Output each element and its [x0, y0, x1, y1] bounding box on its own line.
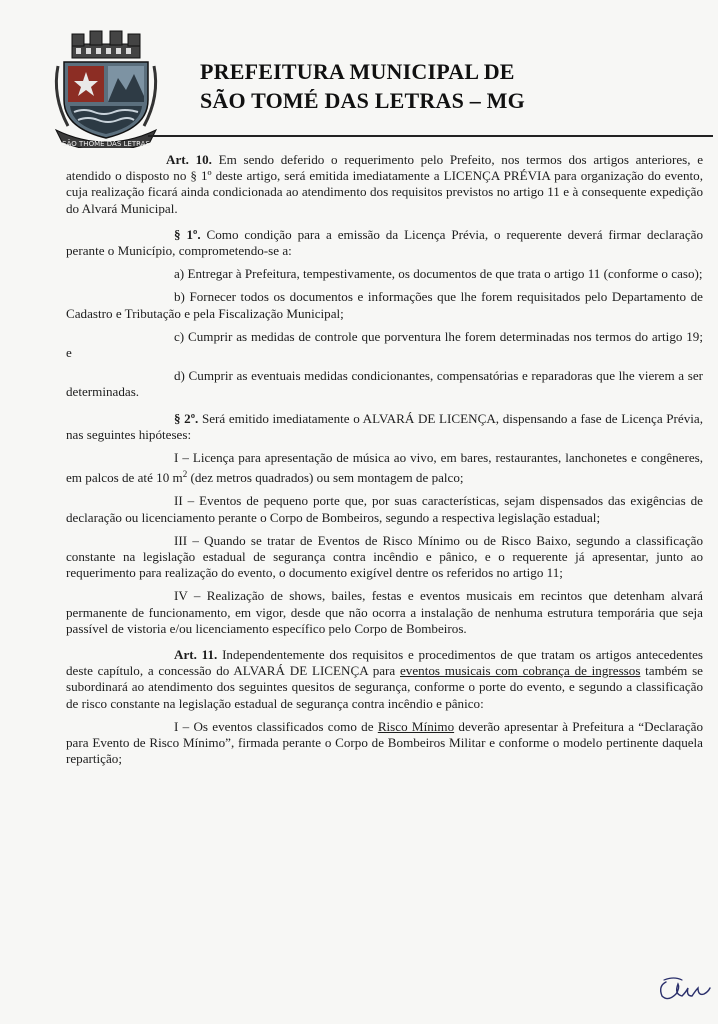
list-item-c: c) Cumprir as medidas de controle que porventura lhe forem determinadas nos termos do artigo 19; e [66, 328, 703, 361]
art-11-item-1 [66, 719, 703, 768]
art-10-text: Em sendo deferido o requerimento pelo Prefeito, nos termos dos artigos anteriores, e atendido o disposto no § 1º deste artigo, será emitida imediatamente a LICENÇA PRÉVIA para organização do evento, cuja realização ficará ainda condicionada ao atendimento dos requisitos previstos no artigo 11 e à consequente expedição do Alvará Municipal. [66, 152, 704, 216]
art-11-text-b: também se subordinará ao atendimento dos seguintes quesitos de segurança, conforme o porte do evento, e segundo a classificação de risco constante na legislação estadual de segurança contra incêndio e pânico: [66, 663, 703, 711]
item-1-superscript: 2 [182, 469, 188, 480]
art-10-label: Art. 10. [166, 152, 212, 167]
crest-ribbon-text: SÃO THOMÉ DAS LETRAS [62, 140, 150, 148]
header-title-line1: PREFEITURA MUNICIPAL DE [200, 59, 515, 84]
list-item-b: b) Fornecer todos os documentos e informações que lhe forem requisitados pelo Departamento de Cadastro e Tributação e pela Fiscalização Municipal; [66, 289, 703, 321]
handwritten-initials-signature [656, 970, 714, 1006]
paragraph-2-text: Será emitido imediatamente o ALVARÁ DE LICENÇA, dispensando a fase de Licença Prévia, nas seguintes hipóteses: [66, 410, 703, 442]
header-divider [148, 135, 713, 137]
header-title-line2: SÃO TOMÉ DAS LETRAS – MG [200, 88, 525, 113]
coat-of-arms-logo [50, 26, 162, 148]
paragraph-2-label: § 2º. [174, 410, 199, 426]
list-item-d: d) Cumprir as eventuais medidas condicionantes, compensatórias e reparadoras que lhe vierem a ser determinadas. [66, 368, 703, 400]
paragraph-1-text: Como condição para a emissão da Licença Prévia, o requerente deverá firmar declaração perante o Município, comprometendo-se a: [66, 226, 703, 259]
document-body [66, 152, 703, 768]
list-item-a: a) Entregar à Prefeitura, tempestivamente, os documentos de que trata o artigo 11 (conforme o caso); [174, 266, 703, 282]
art-11-paragraph [66, 647, 703, 712]
page-header [200, 57, 525, 115]
art-11-item-1-underlined: Risco Mínimo [377, 718, 455, 734]
art-10-paragraph [66, 152, 703, 217]
art-11-text-a: Independentemente dos requisitos e procedimentos de que tratam os artigos antecedentes deste capítulo, a concessão do ALVARÁ DE LICENÇA para [66, 647, 703, 679]
paragraph-2-item-4: IV – Realização de shows, bailes, festas e eventos musicais em recintos que detenham alvará permanente de funcionamento, em vigor, desde que não ocorra a instalação de nenhuma estrutura temporária que seja passível de vistoria e/ou licenciamento específico pelo Corpo de Bombeiros. [66, 588, 703, 636]
paragraph-2-item-2: II – Eventos de pequeno porte que, por suas características, sejam dispensados das exigências de declaração ou licenciamento perante o Corpo de Bombeiros, segundo a respectiva legislação estadual; [66, 493, 703, 525]
art-11-underlined-text: eventos musicais com cobrança de ingressos [399, 663, 641, 679]
paragraph-2-item-1 [66, 450, 703, 486]
art-11-item-1-text-b: deverão apresentar à Prefeitura a “Declaração para Evento de Risco Mínimo”, firmada perante o Corpo de Bombeiros Militar e conforme o modelo pertinente daquela repartição; [66, 718, 703, 767]
paragraph-2 [66, 411, 703, 443]
item-1-text-b: (dez metros quadrados) ou sem montagem de palco; [187, 470, 464, 486]
paragraph-1-label: § 1º. [174, 226, 201, 242]
item-1-text-a: I – Licença para apresentação de música ao vivo, em bares, restaurantes, lanchonetes e congêneres, em palcos de até 10 m [66, 450, 703, 486]
art-11-label: Art. 11. [174, 647, 218, 663]
paragraph-2-item-3: III – Quando se tratar de Eventos de Risco Mínimo ou de Risco Baixo, segundo a classificação constante na legislação estadual de segurança contra incêndio e pânico, e o requerente já apresentar, junto ao requerimento para realização do evento, o documento exigível dentre os referidos no artigo 11; [66, 532, 703, 581]
paragraph-1 [66, 227, 703, 259]
art-11-item-1-text-a: I – Os eventos classificados como de [174, 718, 378, 734]
